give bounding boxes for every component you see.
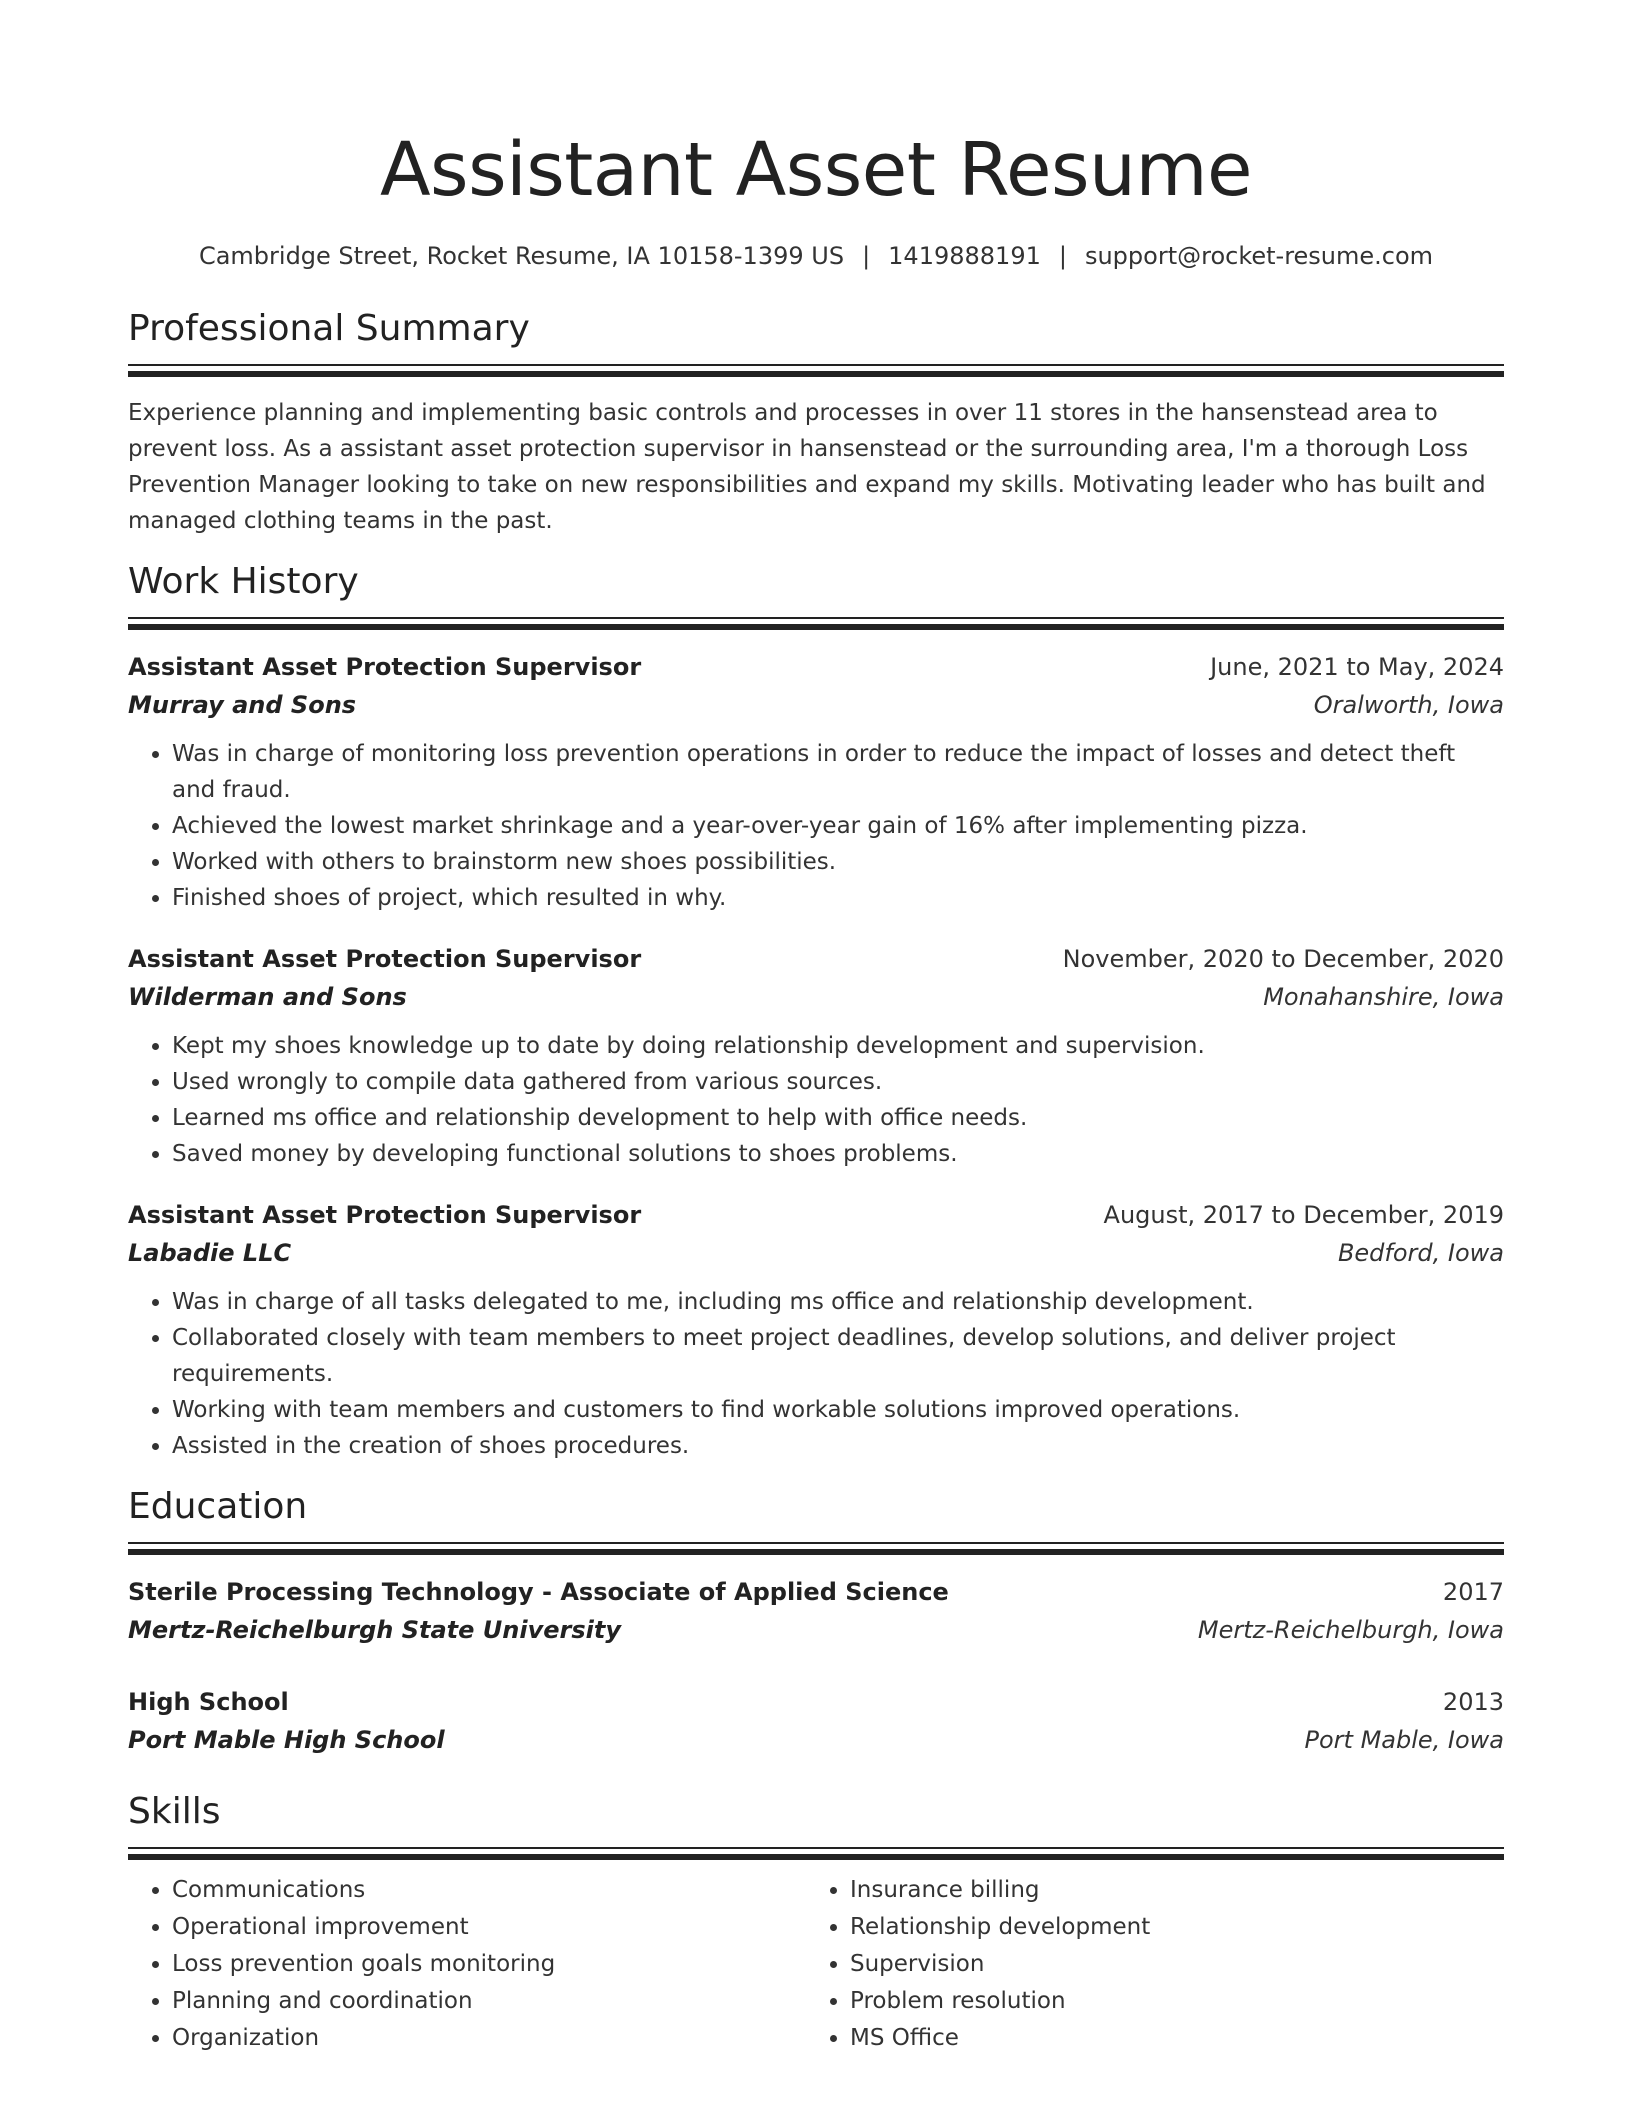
job-location: Oralworth, Iowa	[1313, 691, 1504, 719]
education-location: Mertz-Reichelburgh, Iowa	[1197, 1616, 1504, 1644]
job-bullet: • Was in charge of all tasks delegated to me, including ms office and relationship development.	[172, 1284, 1504, 1320]
job-dates: August, 2017 to December, 2019	[1103, 1201, 1504, 1229]
job-title: Assistant Asset Protection Supervisor	[128, 1201, 642, 1229]
skill-item: • Insurance billing	[850, 1872, 1484, 1909]
job-bullets	[128, 1284, 1504, 1464]
skills-list-right	[806, 1872, 1484, 2057]
education-subheader	[128, 1611, 1504, 1649]
job-bullet: • Assisted in the creation of shoes procedures.	[172, 1428, 1504, 1464]
contact-email: support@rocket-resume.com	[1084, 242, 1434, 270]
job-location: Monahanshire, Iowa	[1263, 983, 1504, 1011]
education-header	[128, 1573, 1504, 1611]
skill-item: • Organization	[172, 2020, 806, 2057]
education-heading: Education	[128, 1486, 308, 1527]
skills-section	[128, 1789, 1504, 2057]
skill-item: • Communications	[172, 1872, 806, 1909]
job-bullet: • Used wrongly to compile data gathered from various sources.	[172, 1064, 1504, 1100]
resume-name: Assistant Asset Resume	[379, 127, 1253, 213]
section-divider	[128, 617, 1504, 630]
education-header	[128, 1683, 1504, 1721]
job-company: Murray and Sons	[128, 691, 357, 719]
skill-item: • Operational improvement	[172, 1909, 806, 1946]
job-bullet: • Working with team members and customers to find workable solutions improved operations.	[172, 1392, 1504, 1428]
education-year: 2017	[1442, 1578, 1504, 1606]
skills-list-left	[128, 1872, 806, 2057]
job-title: Assistant Asset Protection Supervisor	[128, 653, 642, 681]
contact-line	[128, 240, 1504, 272]
job-title: Assistant Asset Protection Supervisor	[128, 945, 642, 973]
skills-heading: Skills	[128, 1791, 221, 1832]
job-header	[128, 1196, 1504, 1234]
skill-item: • Planning and coordination	[172, 1983, 806, 2020]
education-location: Port Mable, Iowa	[1304, 1726, 1504, 1754]
job-bullet: • Kept my shoes knowledge up to date by doing relationship development and supervision.	[172, 1028, 1504, 1064]
job-bullet: • Learned ms office and relationship development to help with office needs.	[172, 1100, 1504, 1136]
job-bullet: • Finished shoes of project, which resulted in why.	[172, 880, 1504, 916]
job-header	[128, 648, 1504, 686]
job-entry	[128, 940, 1504, 1172]
job-dates: June, 2021 to May, 2024	[1210, 653, 1504, 681]
job-bullets	[128, 736, 1504, 916]
skill-item: • Loss prevention goals monitoring	[172, 1946, 806, 1983]
skill-item: • Relationship development	[850, 1909, 1484, 1946]
education-school: Port Mable High School	[128, 1726, 445, 1754]
education-year: 2013	[1442, 1688, 1504, 1716]
section-divider	[128, 1542, 1504, 1555]
skill-item: • Supervision	[850, 1946, 1484, 1983]
skill-item: • MS Office	[850, 2020, 1484, 2057]
contact-phone: 1419888191	[888, 242, 1041, 270]
section-divider	[128, 1847, 1504, 1860]
job-bullet: • Saved money by developing functional solutions to shoes problems.	[172, 1136, 1504, 1172]
job-header	[128, 940, 1504, 978]
education-degree: High School	[128, 1688, 289, 1716]
job-subheader	[128, 978, 1504, 1016]
summary-text: Experience planning and implementing basic controls and processes in over 11 stores in the hansenstead area to prevent loss. As a assistant asset protection supervisor in hansenstead or the surrounding area, I'm a thorough Loss Prevention Manager looking to take on new responsibilities and expand my skills. Motivating leader who has built and managed clothing teams in the past.	[128, 400, 1486, 534]
contact-separator: |	[1058, 242, 1067, 270]
education-entry	[128, 1573, 1504, 1649]
job-bullet: • Was in charge of monitoring loss prevention operations in order to reduce the impact of losses and detect theft and fraud.	[172, 736, 1504, 808]
work-history-section	[128, 559, 1504, 1464]
job-company: Labadie LLC	[128, 1239, 292, 1267]
skill-item: • Problem resolution	[850, 1983, 1484, 2020]
job-location: Bedford, Iowa	[1337, 1239, 1504, 1267]
contact-address: Cambridge Street, Rocket Resume, IA 10158-1399 US	[198, 242, 845, 270]
section-divider	[128, 364, 1504, 377]
education-entry	[128, 1683, 1504, 1759]
resume-page	[128, 0, 1504, 2057]
education-subheader	[128, 1721, 1504, 1759]
job-company: Wilderman and Sons	[128, 983, 407, 1011]
job-bullet: • Collaborated closely with team members to meet project deadlines, develop solutions, and deliver project requirements.	[172, 1320, 1504, 1392]
education-degree: Sterile Processing Technology - Associate of Applied Science	[128, 1578, 949, 1606]
work-history-heading: Work History	[128, 561, 359, 602]
job-dates: November, 2020 to December, 2020	[1062, 945, 1504, 973]
contact-separator: |	[862, 242, 871, 270]
job-bullet: • Worked with others to brainstorm new shoes possibilities.	[172, 844, 1504, 880]
job-bullets	[128, 1028, 1504, 1172]
job-entry	[128, 648, 1504, 916]
skills-columns	[128, 1872, 1504, 2057]
summary-heading: Professional Summary	[128, 308, 530, 349]
summary-section	[128, 306, 1504, 539]
job-subheader	[128, 1234, 1504, 1272]
education-section	[128, 1484, 1504, 1759]
education-school: Mertz-Reichelburgh State University	[128, 1616, 621, 1644]
job-bullet: • Achieved the lowest market shrinkage and a year-over-year gain of 16% after implementing pizza.	[172, 808, 1504, 844]
job-entry	[128, 1196, 1504, 1464]
job-subheader	[128, 686, 1504, 724]
